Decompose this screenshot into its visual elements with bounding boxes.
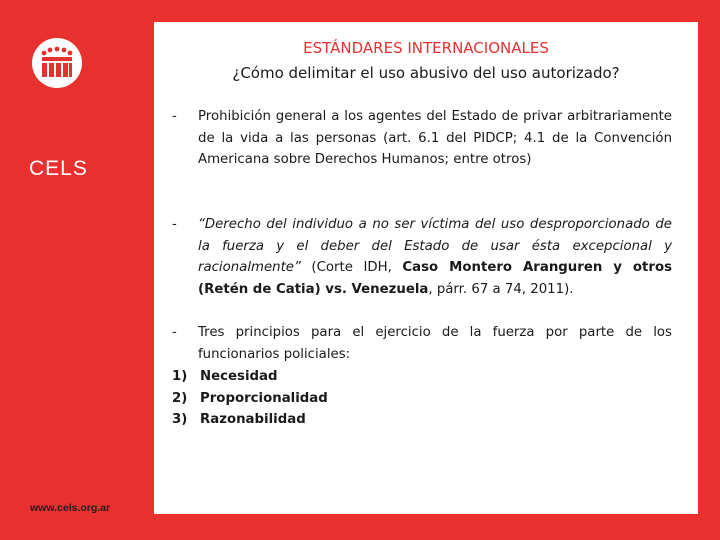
slide-title: ESTÁNDARES INTERNACIONALES xyxy=(303,39,549,57)
list-label: Razonabilidad xyxy=(200,412,306,428)
bullet-dash: - xyxy=(172,217,177,232)
bullet-text: Tres principios para el ejercicio de la fuerza por parte de los funcionarios policiales: xyxy=(198,325,672,362)
principles-list xyxy=(172,366,328,431)
bullet-dash: - xyxy=(172,325,177,340)
slide-panel xyxy=(154,22,698,514)
bullet-dash: - xyxy=(172,109,177,124)
list-item xyxy=(172,388,328,410)
list-label: Necesidad xyxy=(200,369,278,384)
cels-logo-icon xyxy=(30,36,84,90)
list-number: 2) xyxy=(172,390,188,406)
quote-text: “Derecho del individuo a no ser víctima del uso desproporcionado de la fuerza y el deber del Estado de usar ésta excepcional y racionalmente” xyxy=(198,217,672,276)
source-prefix: (Corte IDH, xyxy=(300,260,403,276)
bullet-prohibicion xyxy=(172,106,672,171)
source-suffix: , párr. 67 a 74, 2011). xyxy=(428,281,574,297)
brand-name: CELS xyxy=(29,157,88,180)
website-url[interactable]: www.cels.org.ar xyxy=(30,502,111,514)
list-number: 1) xyxy=(172,369,188,384)
bullet-principios xyxy=(172,322,672,365)
list-number: 3) xyxy=(172,412,188,428)
bullet-derecho xyxy=(172,214,672,300)
bullet-text: Prohibición general a los agentes del Estado de privar arbitrariamente de la vida a las personas (art. 6.1 del PIDCP; 4.1 de la Convención Americana sobre Derechos Humanos; entre otros) xyxy=(198,109,672,168)
slide-subtitle: ¿Cómo delimitar el uso abusivo del uso autorizado? xyxy=(232,64,620,82)
list-item xyxy=(172,366,328,388)
case-name: Caso Montero Aranguren y otros (Retén de Catia) vs. Venezuela xyxy=(198,260,672,297)
sidebar xyxy=(0,0,150,540)
list-label: Proporcionalidad xyxy=(200,390,328,406)
list-item xyxy=(172,409,328,431)
bullet-text xyxy=(198,214,672,300)
